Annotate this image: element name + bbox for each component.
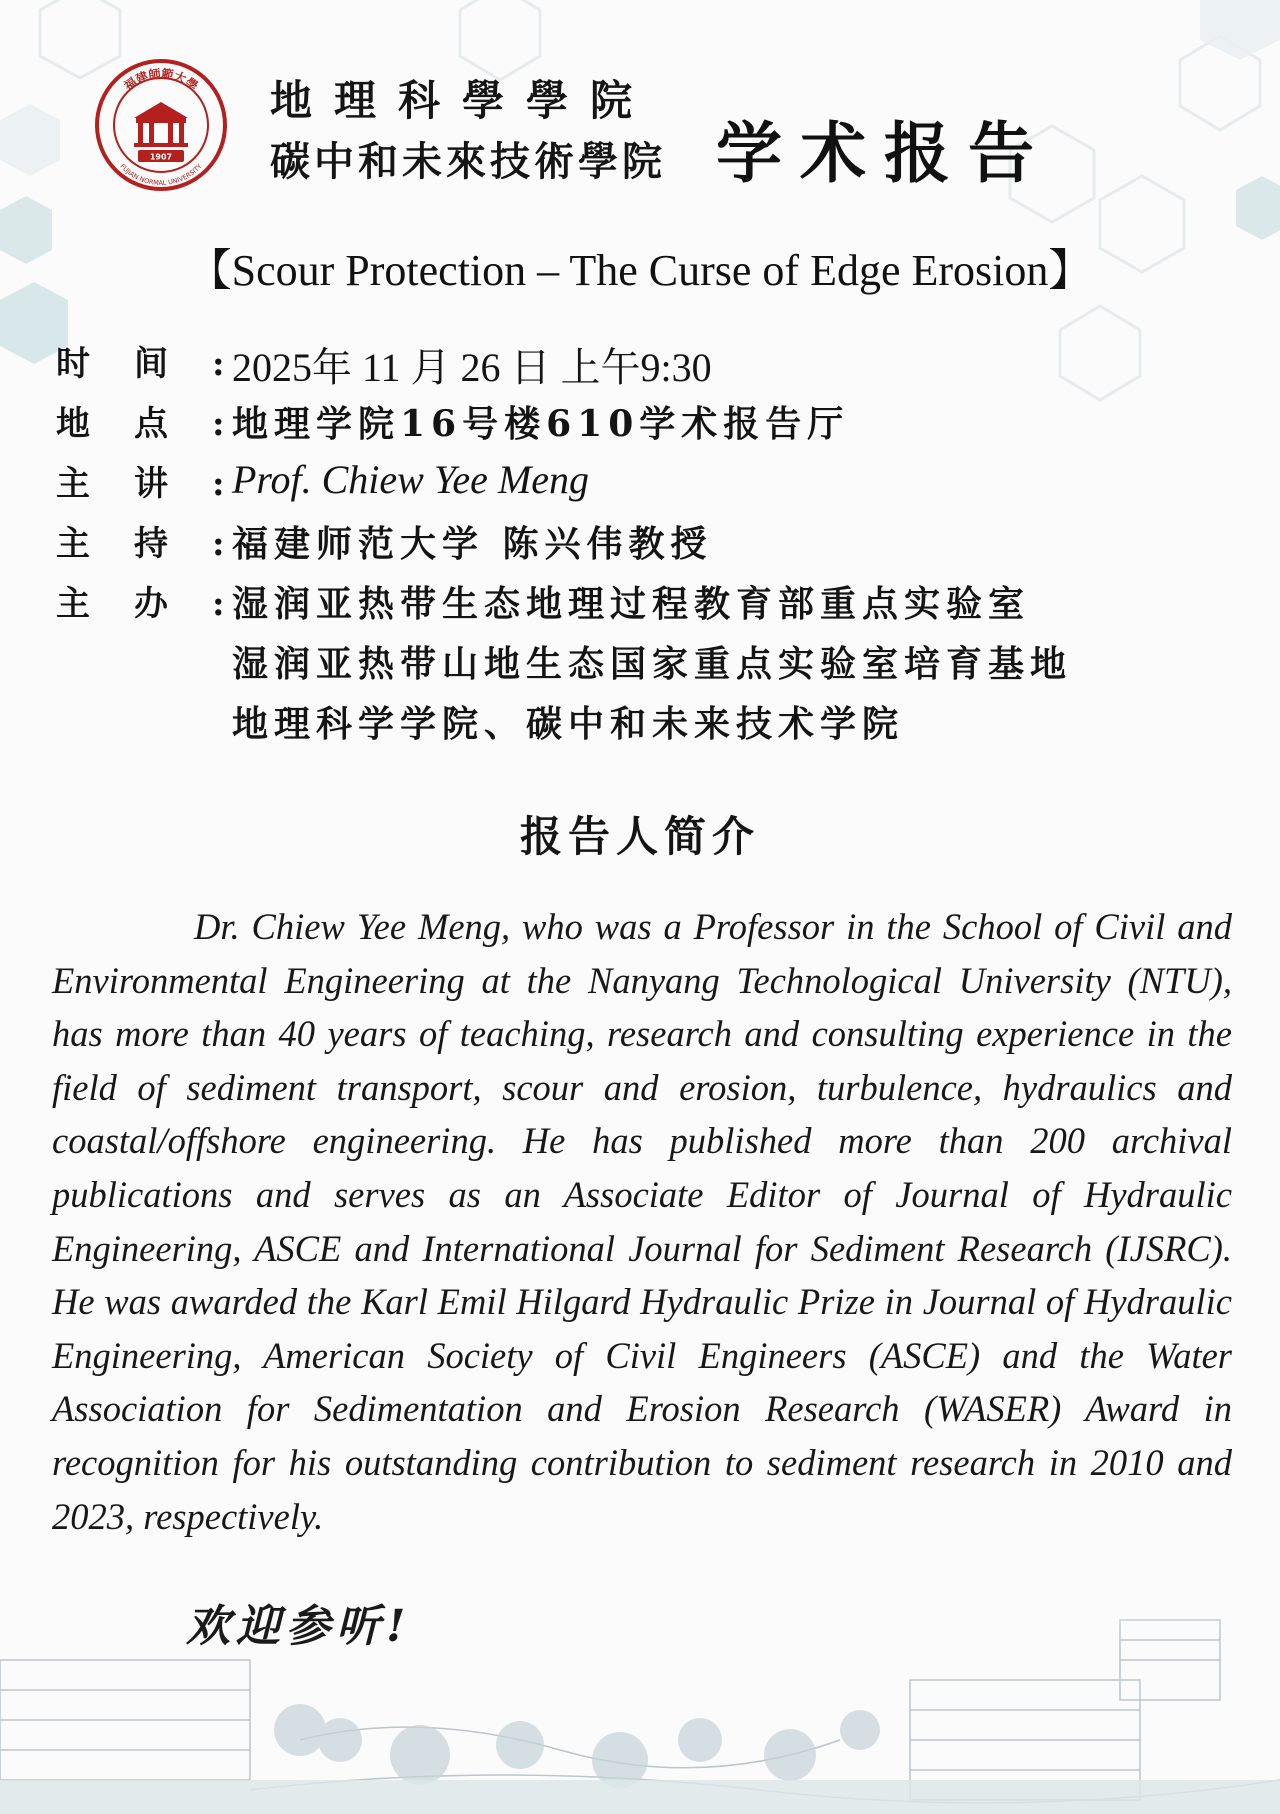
bio-heading: 报告人简介 [519, 812, 760, 861]
seal-year: 1907 [149, 152, 173, 162]
org-line-geography: 地理科學學院 [270, 76, 655, 125]
speaker-value: Prof. Chiew Yee Meng [232, 457, 590, 502]
bio-text: Dr. Chiew Yee Meng, who was a Professor in the School of Civil and Environmental Engineering at the Nanyang Technological University (NTU), has more than 40 years of teaching, research and consulting experience in the field of sediment transport, scour and erosion, turbulence, hydraulics and coastal/offshore engineering. He has published more than 200 archival publications and serves as an Associate Editor of Journal of Hydraulic Engineering, ASCE and International Journal for Sediment Research (IJSRC). He was awarded the Karl Emil Hilgard Hydraulic Prize in Journal of Hydraulic Engineering, American Society of Civil Engineers (ASCE) and the Water Association for Sedimentation and Erosion Research (WASER) Award in recognition for his outstanding contribution to sediment research in 2010 and 2023, respectively. [52, 906, 1232, 1537]
report-title: 学术报告 [716, 114, 1052, 192]
speaker-label: 主讲: [56, 464, 269, 504]
header [0, 0, 1280, 220]
talk-title: 【Scour Protection – The Curse of Edge Erosion】 [187, 246, 1093, 295]
time-value: 2025年 11 月 26 日 上午9:30 [232, 345, 712, 390]
host-label: 主持: [56, 524, 269, 564]
organizer-label: 主办: [56, 584, 269, 624]
campus-sketch [0, 1540, 1280, 1814]
seal-arc-text: 福建師範大學 [121, 66, 201, 94]
university-seal-icon [94, 58, 228, 192]
seal-english-text: FUJIAN NORMAL UNIVERSITY [118, 162, 204, 188]
venue-label: 地点: [56, 404, 269, 444]
organizer-item: 地理科学学院、碳中和未来技术学院 [232, 703, 905, 745]
time-label: 时间: [56, 344, 269, 384]
host-value: 福建师范大学 陈兴伟教授 [232, 523, 713, 565]
welcome-message: 欢迎参听! [186, 1601, 412, 1652]
organizer-item: 湿润亚热带山地生态国家重点实验室培育基地 [232, 643, 1073, 685]
venue-value: 地理学院16号楼610学术报告厅 [232, 403, 850, 445]
org-line-carbon-neutral: 碳中和未來技術學院 [270, 138, 666, 185]
organizer-item: 湿润亚热带生态地理过程教育部重点实验室 [232, 583, 1031, 625]
